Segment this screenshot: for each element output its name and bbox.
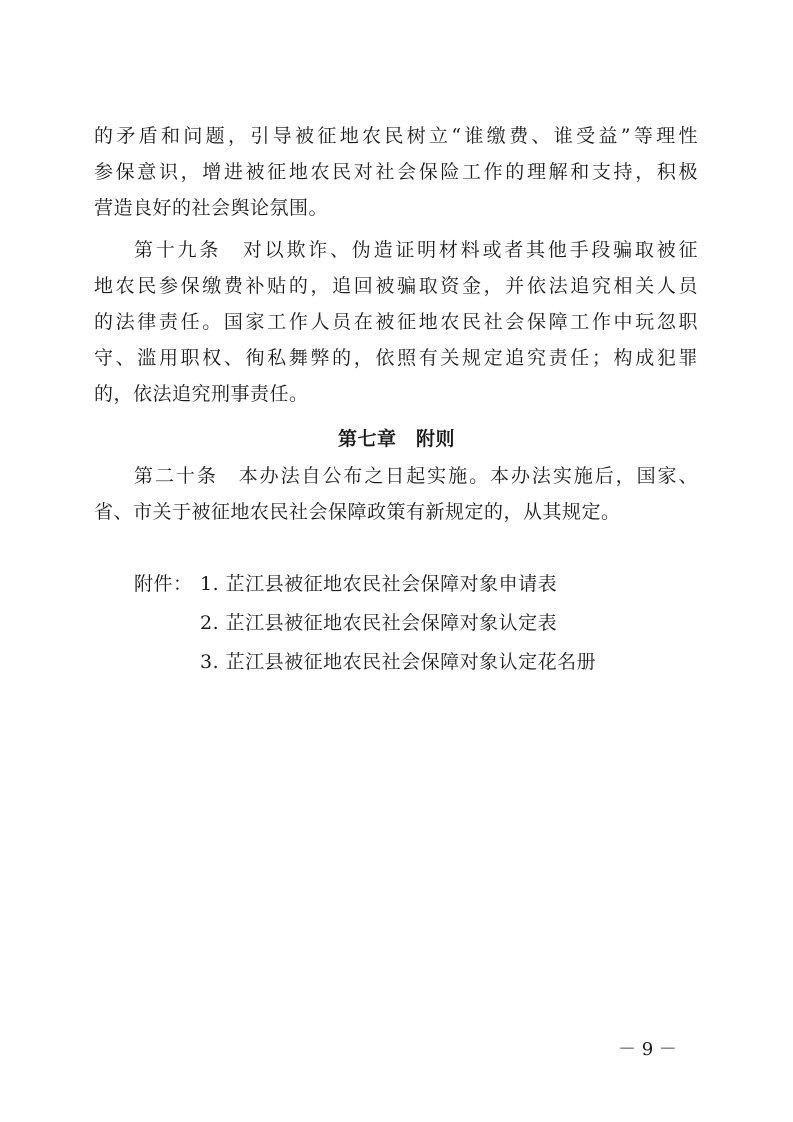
chapter-heading: 第七章 附则: [337, 428, 455, 450]
article-19-line: 第十九条 对以欺诈、伪造证明材料或者其他手段骗取被征: [134, 239, 698, 261]
paragraph-line: 的法律责任。国家工作人员在被征地农民社会保障工作中玩忽职: [94, 311, 698, 333]
article-20-line: 第二十条 本办法自公布之日起实施。本办法实施后，国家、: [134, 465, 698, 487]
paragraph-line: 的矛盾和问题，引导被征地农民树立“谁缴费、谁受益”等理性: [94, 125, 698, 147]
paragraph-line: 的，依法追究刑事责任。: [94, 383, 309, 405]
paragraph-line: 守、滥用职权、徇私舞弊的，依照有关规定追究责任；构成犯罪: [94, 347, 698, 369]
attachment-item: 1. 芷江县被征地农民社会保障对象申请表: [200, 573, 558, 595]
page-number: － 9 －: [618, 1039, 677, 1060]
paragraph-line: 营造良好的社会舆论氛围。: [94, 197, 329, 219]
paragraph-line: 参保意识，增进被征地农民对社会保险工作的理解和支持，积极: [94, 161, 698, 183]
attachment-item: 3. 芷江县被征地农民社会保障对象认定花名册: [200, 651, 597, 673]
attachments-label: 附件：: [134, 573, 193, 595]
paragraph-line: 地农民参保缴费补贴的，追回被骗取资金，并依法追究相关人员: [94, 275, 698, 297]
paragraph-line: 省、市关于被征地农民社会保障政策有新规定的，从其规定。: [94, 501, 621, 523]
attachment-item: 2. 芷江县被征地农民社会保障对象认定表: [200, 612, 558, 634]
